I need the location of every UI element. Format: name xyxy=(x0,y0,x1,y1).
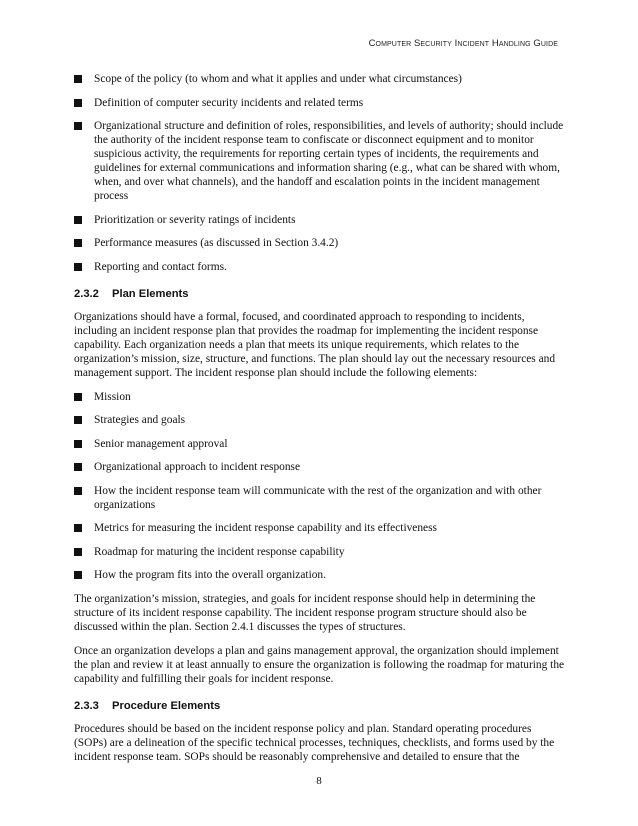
square-bullet-icon xyxy=(74,440,82,448)
list-item: Strategies and goals xyxy=(74,413,566,427)
section-number: 2.3.2 xyxy=(74,287,99,300)
list-item: Mission xyxy=(74,390,566,404)
plan-elements-list xyxy=(74,390,566,583)
square-bullet-icon xyxy=(74,99,82,107)
list-item: Scope of the policy (to whom and what it applies and under what circumstances) xyxy=(74,72,566,86)
square-bullet-icon xyxy=(74,263,82,271)
square-bullet-icon xyxy=(74,463,82,471)
list-item: Organizational approach to incident response xyxy=(74,460,566,474)
list-item: Organizational structure and definition of roles, responsibilities, and levels of authority; should include the authority of the incident response team to confiscate or disconnect equipment and to monitor suspicious activity, the requirements for reporting certain types of incidents, the requirements and guidelines for external communications and information sharing (e.g., what can be shared with whom, when, and over what channels), and the handoff and escalation points in the incident management process xyxy=(74,119,566,203)
page-footer xyxy=(0,775,638,787)
square-bullet-icon xyxy=(74,548,82,556)
plan-intro-paragraph: Organizations should have a formal, focused, and coordinated approach to responding to incidents, including an incident response plan that provides the roadmap for implementing the incident response capability. Each organization needs a plan that meets its unique requirements, which relates to the organization’s mission, size, structure, and functions. The plan should lay out the necessary resources and management support. The incident response plan should include the following elements: xyxy=(74,310,556,379)
section-heading-2-3-2 xyxy=(74,287,566,301)
square-bullet-icon xyxy=(74,416,82,424)
square-bullet-icon xyxy=(74,216,82,224)
section-heading-2-3-3 xyxy=(74,699,566,713)
list-item: Roadmap for maturing the incident response capability xyxy=(74,545,566,559)
list-item: Metrics for measuring the incident response capability and its effectiveness xyxy=(74,521,566,535)
square-bullet-icon xyxy=(74,487,82,495)
square-bullet-icon xyxy=(74,393,82,401)
section-title: Plan Elements xyxy=(112,287,189,300)
square-bullet-icon xyxy=(74,524,82,532)
header-title: Computer Security Incident Handling Guide xyxy=(368,38,558,49)
policy-elements-list xyxy=(74,72,566,274)
square-bullet-icon xyxy=(74,122,82,130)
page-body xyxy=(74,72,566,774)
section-number: 2.3.3 xyxy=(74,699,99,712)
plan-paragraph-structure: The organization’s mission, strategies, and goals for incident response should help in determining the structure of its incident response capability. The incident response program structure should also be discussed within the plan. Section 2.4.1 discusses the types of structures. xyxy=(74,592,536,633)
list-item: Performance measures (as discussed in Section 3.4.2) xyxy=(74,236,566,250)
plan-paragraph-review: Once an organization develops a plan and gains management approval, the organization should implement the plan and review it at least annually to ensure the organization is following the roadmap for maturing the capability and fulfilling their goals for incident response. xyxy=(74,644,565,685)
list-item: Definition of computer security incidents and related terms xyxy=(74,96,566,110)
list-item: How the program fits into the overall organization. xyxy=(74,568,566,582)
list-item: Reporting and contact forms. xyxy=(74,260,566,274)
list-item: How the incident response team will communicate with the rest of the organization and with other organizations xyxy=(74,484,566,512)
section-title: Procedure Elements xyxy=(112,699,221,712)
procedure-intro-paragraph: Procedures should be based on the incident response policy and plan. Standard operating procedures (SOPs) are a delineation of the specific technical processes, techniques, checklists, and forms used by the incident response team. SOPs should be reasonably comprehensive and detailed to ensure that the xyxy=(74,722,555,763)
square-bullet-icon xyxy=(74,75,82,83)
running-header xyxy=(369,38,558,49)
list-item: Senior management approval xyxy=(74,437,566,451)
square-bullet-icon xyxy=(74,239,82,247)
square-bullet-icon xyxy=(74,571,82,579)
list-item: Prioritization or severity ratings of incidents xyxy=(74,213,566,227)
page-number: 8 xyxy=(316,775,322,787)
